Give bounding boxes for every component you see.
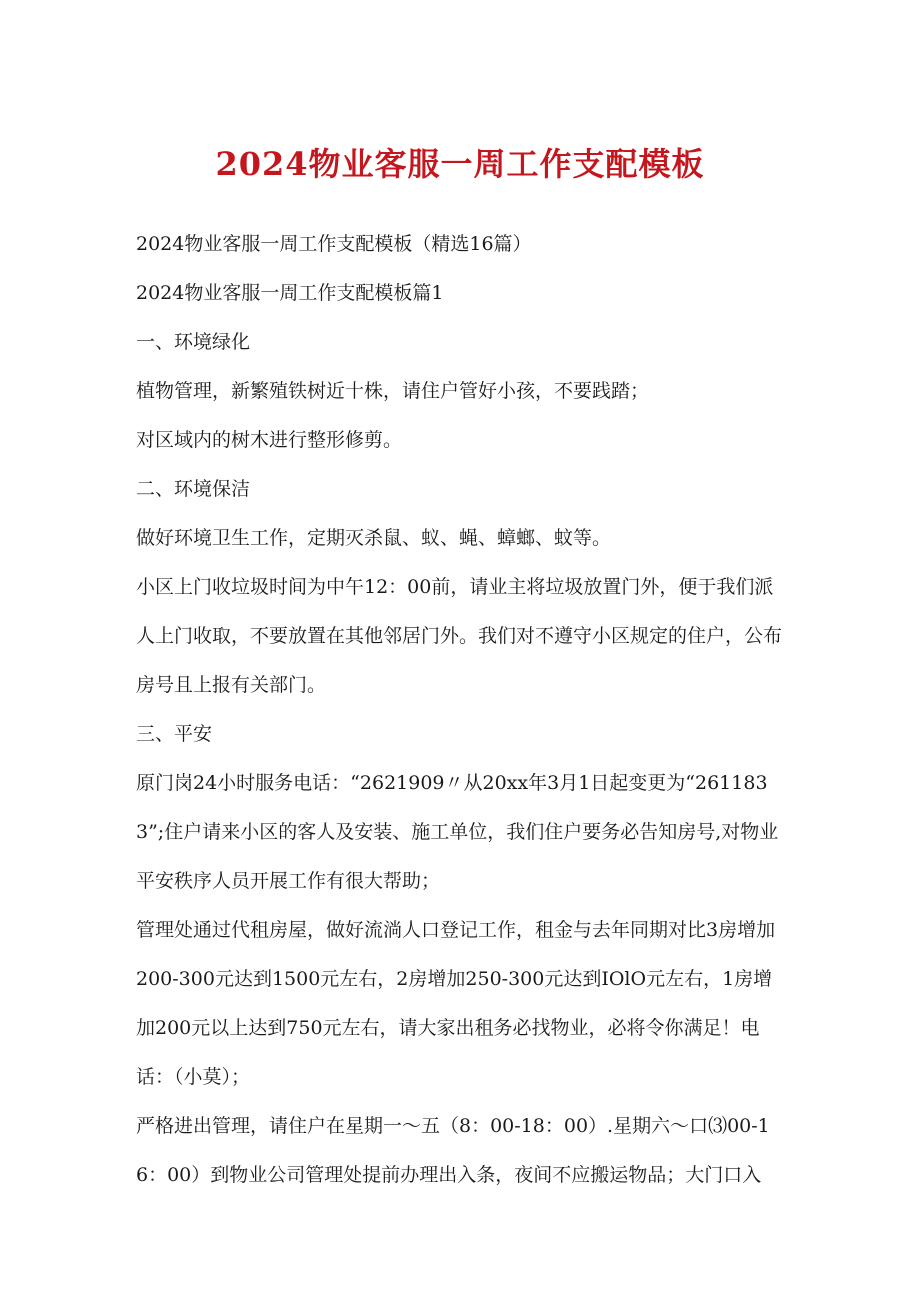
document-body bbox=[136, 220, 786, 1200]
paragraph: 管理处通过代租房屋，做好流淌人口登记工作，租金与去年同期对比3房增加200-300元达到1500元左右，2房增加250-300元达到IOlO元左右，1房增加200元以上达到750元左右，请大家出租务必找物业，必将令你满足！电话：（小莫）； bbox=[136, 919, 776, 1088]
doc-subtitle: 2024物业客服一周工作支配模板（精选16篇） bbox=[136, 233, 532, 255]
heading-safety: 三、平安 bbox=[136, 723, 213, 745]
paragraph: 原门岗24小时服务电话：“2621909〃从20xx年3月1日起变更为“2611833”;住户请来小区的客人及安装、施工单位，我们住户要务必告知房号,对物业平安秩序人员开展工作有很大帮助； bbox=[136, 772, 779, 892]
paragraph: 严格进出管理，请住户在星期一～五（8：00-18：00）.星期六～口⑶00-16：00）到物业公司管理处提前办理出入条，夜间不应搬运物品；大门口入 bbox=[136, 1115, 770, 1186]
document-title: 2024物业客服一周工作支配模板 bbox=[215, 145, 705, 183]
doc-section-heading: 2024物业客服一周工作支配模板篇1 bbox=[136, 282, 444, 304]
paragraph: 做好环境卫生工作，定期灭杀鼠、蚁、蝇、蟑螂、蚊等。 bbox=[136, 527, 612, 549]
heading-environment-cleaning: 二、环境保洁 bbox=[136, 478, 251, 500]
heading-environment-greening: 一、环境绿化 bbox=[136, 331, 251, 353]
paragraph: 对区域内的树木进行整形修剪。 bbox=[136, 429, 403, 451]
paragraph: 植物管理，新繁殖铁树近十株，请住户管好小孩，不要践踏； bbox=[136, 380, 650, 402]
paragraph: 小区上门收垃圾时间为中午12：00前，请业主将垃圾放置门外，便于我们派人上门收取，不要放置在其他邻居门外。我们对不遵守小区规定的住户，公布房号且上报有关部门。 bbox=[136, 576, 783, 696]
